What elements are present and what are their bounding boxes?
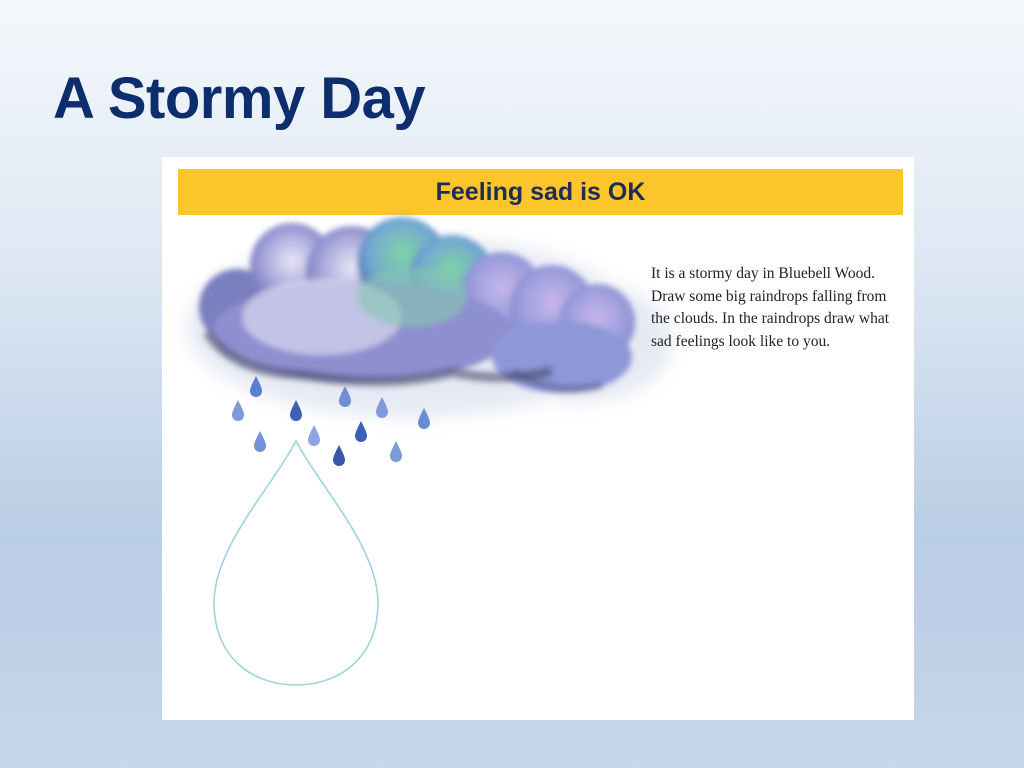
raindrop-small [254, 431, 266, 452]
slide-title: A Stormy Day [53, 66, 426, 131]
large-raindrop-outline [214, 441, 378, 685]
worksheet-image [162, 157, 914, 720]
storm-cloud-illustration [162, 157, 914, 720]
raindrop-small [232, 400, 244, 421]
raindrop-small [308, 425, 320, 446]
raindrop-small [355, 421, 367, 442]
instructions-text: It is a stormy day in Bluebell Wood. Draw some big raindrops falling from the clouds. In the raindrops draw what sad feelings look like to you. [651, 265, 890, 350]
raindrop-small [390, 441, 402, 462]
storm-cloud [199, 217, 635, 393]
banner-title: Feeling sad is OK [435, 177, 646, 206]
raindrop-small [333, 445, 345, 466]
